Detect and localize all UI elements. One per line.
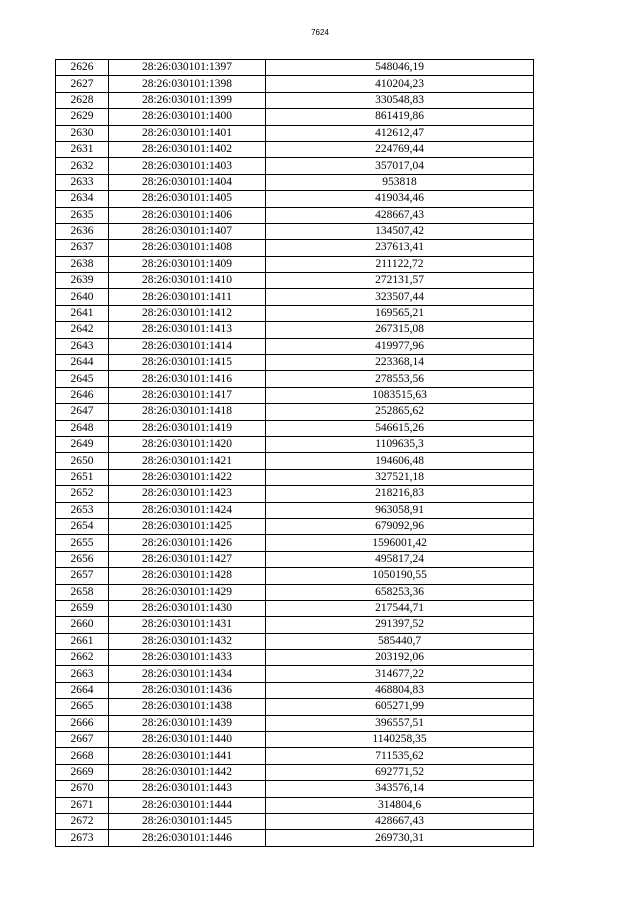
cadastral-number-cell: 28:26:030101:1400 <box>109 109 266 125</box>
table-row <box>56 191 534 207</box>
cadastral-number-cell: 28:26:030101:1444 <box>109 797 266 813</box>
value-cell: 357017,04 <box>266 158 534 174</box>
value-cell: 495817,24 <box>266 551 534 567</box>
value-cell: 861419,86 <box>266 109 534 125</box>
row-number-cell: 2637 <box>56 240 109 256</box>
row-number-cell: 2629 <box>56 109 109 125</box>
row-number-cell: 2673 <box>56 830 109 846</box>
cadastral-number-cell: 28:26:030101:1430 <box>109 600 266 616</box>
value-cell: 419034,46 <box>266 191 534 207</box>
value-cell: 1083515,63 <box>266 387 534 403</box>
cadastral-number-cell: 28:26:030101:1402 <box>109 141 266 157</box>
table-row <box>56 551 534 567</box>
value-cell: 134507,42 <box>266 223 534 239</box>
table-row <box>56 486 534 502</box>
row-number-cell: 2626 <box>56 60 109 76</box>
row-number-cell: 2632 <box>56 158 109 174</box>
row-number-cell: 2640 <box>56 289 109 305</box>
value-cell: 468804,83 <box>266 682 534 698</box>
cadastral-number-cell: 28:26:030101:1422 <box>109 469 266 485</box>
table-row <box>56 502 534 518</box>
table-row <box>56 453 534 469</box>
value-cell: 412612,47 <box>266 125 534 141</box>
table-row <box>56 600 534 616</box>
value-cell: 224769,44 <box>266 141 534 157</box>
value-cell: 314677,22 <box>266 666 534 682</box>
cadastral-number-cell: 28:26:030101:1433 <box>109 650 266 666</box>
table-row <box>56 305 534 321</box>
row-number-cell: 2639 <box>56 273 109 289</box>
value-cell: 428667,43 <box>266 813 534 829</box>
cadastral-number-cell: 28:26:030101:1426 <box>109 535 266 551</box>
table-row <box>56 174 534 190</box>
row-number-cell: 2628 <box>56 92 109 108</box>
row-number-cell: 2661 <box>56 633 109 649</box>
table-row <box>56 289 534 305</box>
cadastral-number-cell: 28:26:030101:1421 <box>109 453 266 469</box>
cadastral-number-cell: 28:26:030101:1423 <box>109 486 266 502</box>
table-row <box>56 125 534 141</box>
cadastral-number-cell: 28:26:030101:1438 <box>109 699 266 715</box>
table-row <box>56 535 534 551</box>
cadastral-number-cell: 28:26:030101:1441 <box>109 748 266 764</box>
cadastral-number-cell: 28:26:030101:1418 <box>109 404 266 420</box>
row-number-cell: 2647 <box>56 404 109 420</box>
cadastral-number-cell: 28:26:030101:1419 <box>109 420 266 436</box>
row-number-cell: 2650 <box>56 453 109 469</box>
row-number-cell: 2665 <box>56 699 109 715</box>
row-number-cell: 2664 <box>56 682 109 698</box>
cadastral-number-cell: 28:26:030101:1424 <box>109 502 266 518</box>
value-cell: 194606,48 <box>266 453 534 469</box>
table-row <box>56 830 534 846</box>
row-number-cell: 2653 <box>56 502 109 518</box>
cadastral-number-cell: 28:26:030101:1411 <box>109 289 266 305</box>
value-cell: 267315,08 <box>266 322 534 338</box>
value-cell: 658253,36 <box>266 584 534 600</box>
cadastral-number-cell: 28:26:030101:1409 <box>109 256 266 272</box>
cadastral-number-cell: 28:26:030101:1397 <box>109 60 266 76</box>
table-row <box>56 436 534 452</box>
value-cell: 223368,14 <box>266 355 534 371</box>
value-cell: 203192,06 <box>266 650 534 666</box>
value-cell: 605271,99 <box>266 699 534 715</box>
cadastral-number-cell: 28:26:030101:1398 <box>109 76 266 92</box>
table-row <box>56 273 534 289</box>
table-row <box>56 76 534 92</box>
row-number-cell: 2642 <box>56 322 109 338</box>
row-number-cell: 2658 <box>56 584 109 600</box>
table-row <box>56 420 534 436</box>
cadastral-number-cell: 28:26:030101:1420 <box>109 436 266 452</box>
value-cell: 237613,41 <box>266 240 534 256</box>
row-number-cell: 2656 <box>56 551 109 567</box>
records-table-body <box>56 60 534 847</box>
row-number-cell: 2672 <box>56 813 109 829</box>
table-row <box>56 584 534 600</box>
value-cell: 692771,52 <box>266 764 534 780</box>
value-cell: 1140258,35 <box>266 732 534 748</box>
cadastral-number-cell: 28:26:030101:1416 <box>109 371 266 387</box>
cadastral-number-cell: 28:26:030101:1404 <box>109 174 266 190</box>
value-cell: 585440,7 <box>266 633 534 649</box>
row-number-cell: 2652 <box>56 486 109 502</box>
table-row <box>56 338 534 354</box>
row-number-cell: 2670 <box>56 781 109 797</box>
row-number-cell: 2669 <box>56 764 109 780</box>
value-cell: 1050190,55 <box>266 568 534 584</box>
table-row <box>56 355 534 371</box>
cadastral-number-cell: 28:26:030101:1443 <box>109 781 266 797</box>
cadastral-number-cell: 28:26:030101:1431 <box>109 617 266 633</box>
row-number-cell: 2663 <box>56 666 109 682</box>
row-number-cell: 2657 <box>56 568 109 584</box>
row-number-cell: 2671 <box>56 797 109 813</box>
cadastral-number-cell: 28:26:030101:1414 <box>109 338 266 354</box>
table-row <box>56 92 534 108</box>
table-row <box>56 109 534 125</box>
cadastral-number-cell: 28:26:030101:1406 <box>109 207 266 223</box>
records-table <box>55 59 534 847</box>
value-cell: 428667,43 <box>266 207 534 223</box>
value-cell: 711535,62 <box>266 748 534 764</box>
table-row <box>56 732 534 748</box>
table-row <box>56 60 534 76</box>
row-number-cell: 2636 <box>56 223 109 239</box>
value-cell: 419977,96 <box>266 338 534 354</box>
table-row <box>56 633 534 649</box>
value-cell: 291397,52 <box>266 617 534 633</box>
row-number-cell: 2649 <box>56 436 109 452</box>
row-number-cell: 2651 <box>56 469 109 485</box>
value-cell: 327521,18 <box>266 469 534 485</box>
table-row <box>56 240 534 256</box>
value-cell: 323507,44 <box>266 289 534 305</box>
value-cell: 546615,26 <box>266 420 534 436</box>
cadastral-number-cell: 28:26:030101:1440 <box>109 732 266 748</box>
table-row <box>56 141 534 157</box>
table-row <box>56 256 534 272</box>
value-cell: 330548,83 <box>266 92 534 108</box>
table-row <box>56 797 534 813</box>
row-number-cell: 2659 <box>56 600 109 616</box>
row-number-cell: 2634 <box>56 191 109 207</box>
cadastral-number-cell: 28:26:030101:1425 <box>109 518 266 534</box>
table-row <box>56 371 534 387</box>
value-cell: 679092,96 <box>266 518 534 534</box>
table-row <box>56 699 534 715</box>
cadastral-number-cell: 28:26:030101:1442 <box>109 764 266 780</box>
table-row <box>56 748 534 764</box>
value-cell: 169565,21 <box>266 305 534 321</box>
row-number-cell: 2646 <box>56 387 109 403</box>
cadastral-number-cell: 28:26:030101:1446 <box>109 830 266 846</box>
value-cell: 278553,56 <box>266 371 534 387</box>
table-row <box>56 223 534 239</box>
table-row <box>56 682 534 698</box>
row-number-cell: 2645 <box>56 371 109 387</box>
value-cell: 1109635,3 <box>266 436 534 452</box>
cadastral-number-cell: 28:26:030101:1432 <box>109 633 266 649</box>
cadastral-number-cell: 28:26:030101:1434 <box>109 666 266 682</box>
cadastral-number-cell: 28:26:030101:1427 <box>109 551 266 567</box>
cadastral-number-cell: 28:26:030101:1417 <box>109 387 266 403</box>
row-number-cell: 2641 <box>56 305 109 321</box>
value-cell: 217544,71 <box>266 600 534 616</box>
table-row <box>56 207 534 223</box>
row-number-cell: 2643 <box>56 338 109 354</box>
value-cell: 1596001,42 <box>266 535 534 551</box>
row-number-cell: 2635 <box>56 207 109 223</box>
value-cell: 410204,23 <box>266 76 534 92</box>
cadastral-number-cell: 28:26:030101:1429 <box>109 584 266 600</box>
row-number-cell: 2666 <box>56 715 109 731</box>
row-number-cell: 2654 <box>56 518 109 534</box>
row-number-cell: 2631 <box>56 141 109 157</box>
value-cell: 218216,83 <box>266 486 534 502</box>
table-row <box>56 781 534 797</box>
row-number-cell: 2660 <box>56 617 109 633</box>
page-number: 7624 <box>311 28 329 37</box>
table-row <box>56 404 534 420</box>
table-row <box>56 469 534 485</box>
cadastral-number-cell: 28:26:030101:1408 <box>109 240 266 256</box>
table-row <box>56 322 534 338</box>
cadastral-number-cell: 28:26:030101:1410 <box>109 273 266 289</box>
value-cell: 963058,91 <box>266 502 534 518</box>
value-cell: 396557,51 <box>266 715 534 731</box>
cadastral-number-cell: 28:26:030101:1405 <box>109 191 266 207</box>
row-number-cell: 2644 <box>56 355 109 371</box>
row-number-cell: 2638 <box>56 256 109 272</box>
value-cell: 548046,19 <box>266 60 534 76</box>
row-number-cell: 2668 <box>56 748 109 764</box>
row-number-cell: 2627 <box>56 76 109 92</box>
value-cell: 343576,14 <box>266 781 534 797</box>
cadastral-number-cell: 28:26:030101:1436 <box>109 682 266 698</box>
table-row <box>56 387 534 403</box>
cadastral-number-cell: 28:26:030101:1413 <box>109 322 266 338</box>
row-number-cell: 2667 <box>56 732 109 748</box>
cadastral-number-cell: 28:26:030101:1401 <box>109 125 266 141</box>
table-row <box>56 764 534 780</box>
row-number-cell: 2655 <box>56 535 109 551</box>
row-number-cell: 2648 <box>56 420 109 436</box>
value-cell: 211122,72 <box>266 256 534 272</box>
table-row <box>56 568 534 584</box>
cadastral-number-cell: 28:26:030101:1439 <box>109 715 266 731</box>
row-number-cell: 2630 <box>56 125 109 141</box>
value-cell: 314804,6 <box>266 797 534 813</box>
row-number-cell: 2633 <box>56 174 109 190</box>
table-row <box>56 518 534 534</box>
table-row <box>56 158 534 174</box>
table-row <box>56 666 534 682</box>
table-row <box>56 715 534 731</box>
value-cell: 272131,57 <box>266 273 534 289</box>
cadastral-number-cell: 28:26:030101:1403 <box>109 158 266 174</box>
value-cell: 953818 <box>266 174 534 190</box>
value-cell: 269730,31 <box>266 830 534 846</box>
cadastral-number-cell: 28:26:030101:1415 <box>109 355 266 371</box>
cadastral-number-cell: 28:26:030101:1428 <box>109 568 266 584</box>
table-row <box>56 813 534 829</box>
cadastral-number-cell: 28:26:030101:1399 <box>109 92 266 108</box>
value-cell: 252865,62 <box>266 404 534 420</box>
cadastral-number-cell: 28:26:030101:1412 <box>109 305 266 321</box>
table-row <box>56 650 534 666</box>
cadastral-number-cell: 28:26:030101:1445 <box>109 813 266 829</box>
table-row <box>56 617 534 633</box>
row-number-cell: 2662 <box>56 650 109 666</box>
cadastral-number-cell: 28:26:030101:1407 <box>109 223 266 239</box>
